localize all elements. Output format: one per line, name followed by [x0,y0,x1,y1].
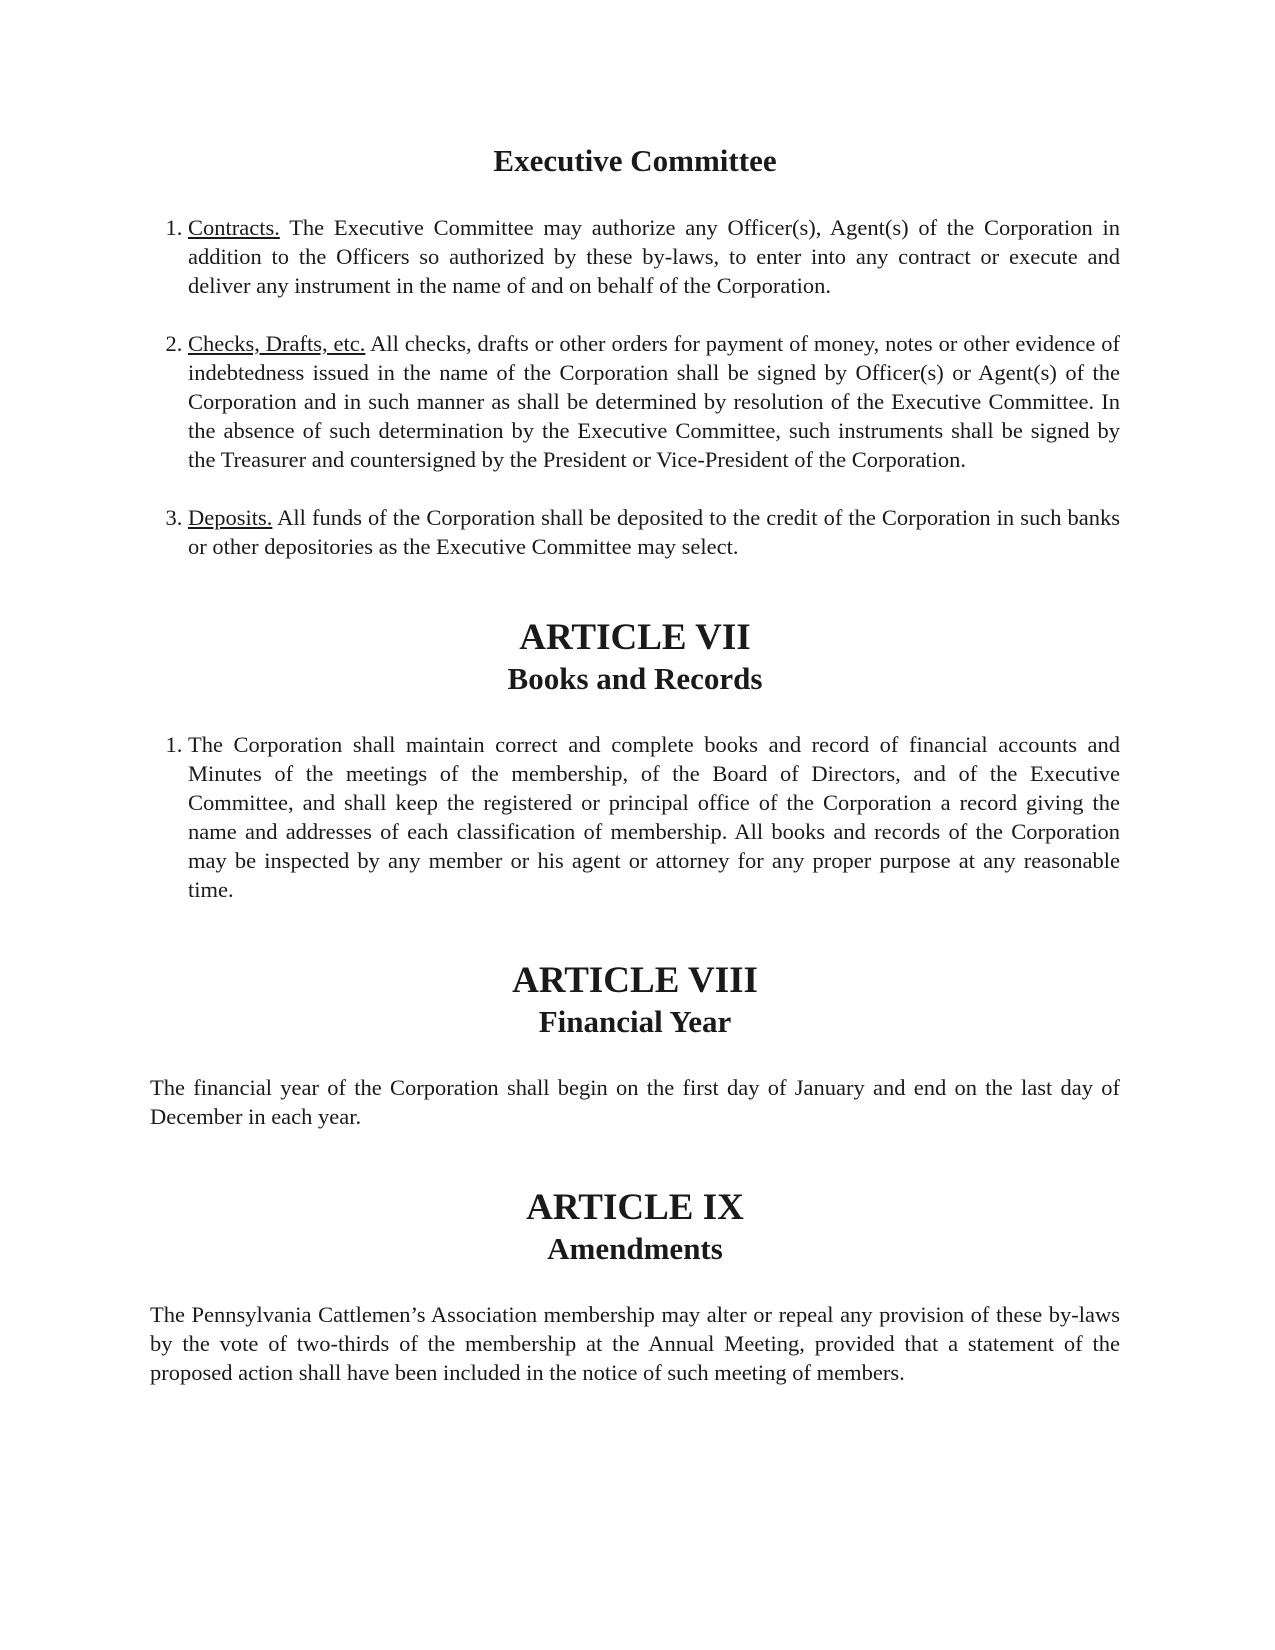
executive-committee-list [150,213,1120,561]
article-vii-subtitle: Books and Records [507,661,763,696]
list-item-deposits [188,503,1120,561]
list-item-checks-drafts [188,329,1120,474]
item-lead-checks-drafts: Checks, Drafts, etc. [188,331,366,356]
article-viii-heading-block [150,960,1120,1042]
article-viii-subtitle: Financial Year [538,1004,732,1039]
list-item-contracts [188,213,1120,300]
article-ix-heading-block [150,1187,1120,1269]
article-viii-paragraph: The financial year of the Corporation shall begin on the first day of January and end on the last day of December in each year. [150,1075,1120,1129]
article-vii-heading-block [150,617,1120,699]
article-ix-paragraph: The Pennsylvania Cattlemen’s Association membership may alter or repeal any provision of these by-laws by the vote of two-thirds of the membership at the Annual Meeting, provided that a statement of the proposed action shall have been included in the notice of such meeting of members. [150,1302,1120,1385]
item-text-checks-drafts: All checks, drafts or other orders for payment of money, notes or other evidence of indebtedness issued in the name of the Corporation shall be signed by Officer(s) or Agent(s) of the Corporation and in such manner as shall be determined by resolution of the Executive Committee. In the absence of such determination by the Executive Committee, such instruments shall be signed by the Treasurer and countersigned by the President or Vice-President of the Corporation. [188,331,1120,472]
item-lead-contracts: Contracts. [188,215,280,240]
item-text-books-records: The Corporation shall maintain correct and complete books and record of financial accounts and Minutes of the meetings of the membership, of the Board of Directors, and of the Executive Committee, and shall keep the registered or principal office of the Corporation a record giving the name and addresses of each classification of membership. All books and records of the Corporation may be inspected by any member or his agent or attorney for any proper purpose at any reasonable time. [188,732,1120,902]
section-title-executive-committee: Executive Committee [493,143,777,178]
item-text-contracts: The Executive Committee may authorize any Officer(s), Agent(s) of the Corporation in addition to the Officers so authorized by these by-laws, to enter into any contract or execute and deliver any instrument in the name of and on behalf of the Corporation. [188,215,1120,298]
article-vii-list [150,730,1120,904]
list-item-books-records [188,730,1120,904]
article-ix-heading: ARTICLE IX [526,1187,744,1228]
item-text-deposits: All funds of the Corporation shall be deposited to the credit of the Corporation in such banks or other depositories as the Executive Committee may select. [188,505,1120,559]
article-ix-subtitle: Amendments [547,1231,723,1266]
item-lead-deposits: Deposits. [188,505,273,530]
article-vii-heading: ARTICLE VII [519,617,751,658]
article-viii-heading: ARTICLE VIII [512,960,758,1001]
document-content [150,143,1120,1387]
